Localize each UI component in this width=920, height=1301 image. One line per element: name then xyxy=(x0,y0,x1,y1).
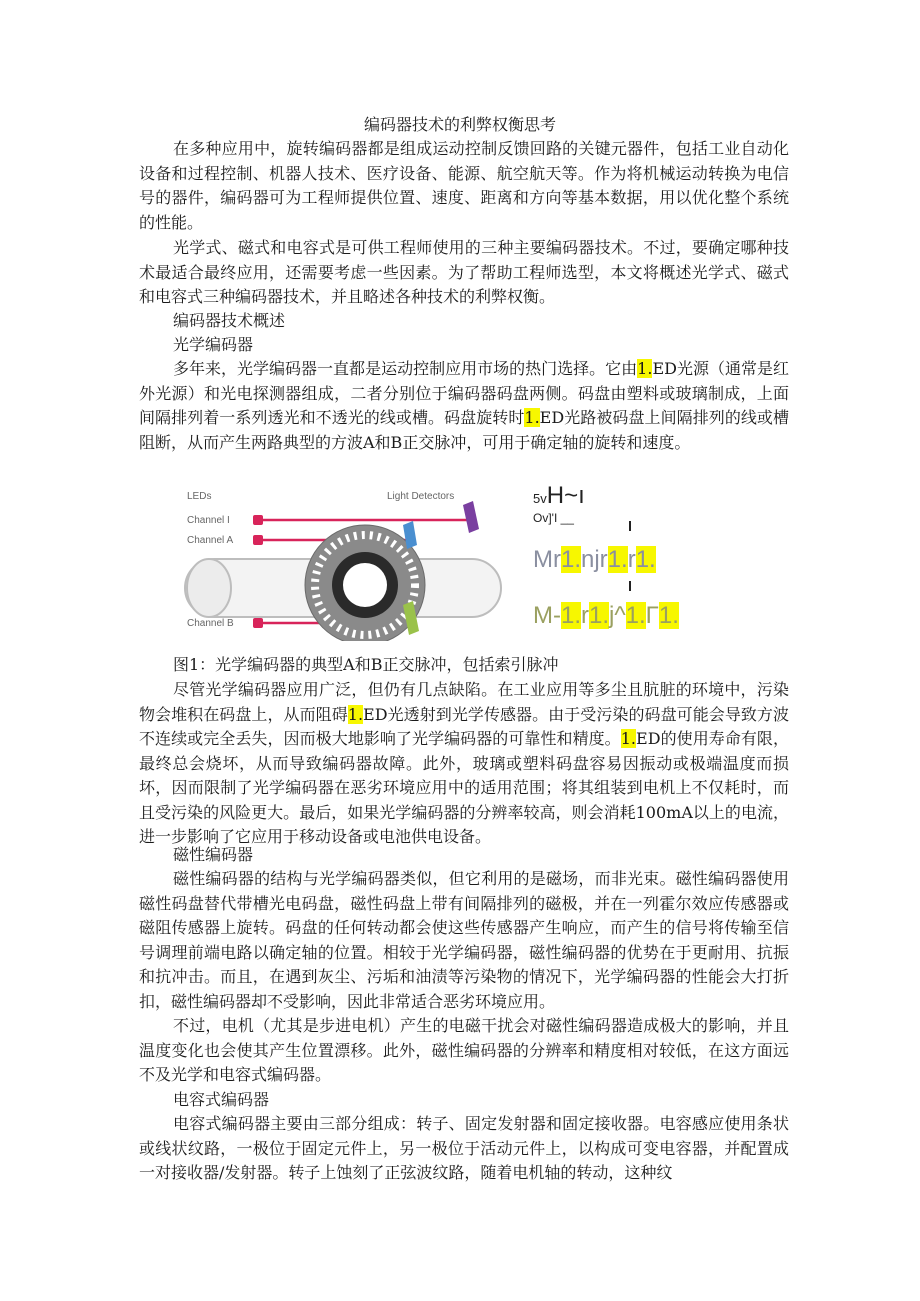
waveform-glyph: r xyxy=(627,546,636,573)
waveform-glyph: r xyxy=(581,602,589,629)
heading-capacitive: 电容式编码器 xyxy=(173,1090,270,1109)
detector-channel-i xyxy=(463,501,479,533)
paragraph-capacitive: 电容式编码器主要由三部分组成：转子、固定发射器和固定接收器。电容感应使用条状或线状纹路，一极位于固定元件上，另一极位于活动元件上，以构成可变电容器，并配置成一对接收器/发射器。转子上蚀刻了正弦波纹路，随着电机轴的转动，这种纹 xyxy=(139,1114,789,1182)
figure-caption: 图1：光学编码器的典型A和B正交脉冲，包括索引脉冲 xyxy=(173,655,559,674)
paragraph-technologies: 光学式、磁式和电容式是可供工程师使用的三种主要编码器技术。不过，要确定哪种技术最适合最终应用，还需要考虑一些因素。为了帮助工程师选型，本文将概述光学式、磁式和电容式三种编码器技术，并且略述各种技术的利弊权衡。 xyxy=(139,238,789,306)
highlight-mark: 1. xyxy=(620,729,637,748)
label-channel-a: Channel A xyxy=(187,535,234,546)
text-run: ED光透射到光学传感器。由于受污染的码盘可能会导致方波不连续或完全丢失，因而极大地影响了光学编码器的可靠性和精度。 xyxy=(139,704,789,748)
label-leds: LEDs xyxy=(187,491,212,502)
waveform-highlight: 1. xyxy=(560,602,581,629)
waveform-glyph: H~ı xyxy=(546,482,585,509)
disk-hole-shape xyxy=(343,563,387,607)
led-channel-i xyxy=(253,515,263,525)
waveform-row-3 xyxy=(533,545,656,575)
paragraph-optical xyxy=(139,357,789,455)
waveform-tick xyxy=(629,581,631,591)
paragraph-optical-drawbacks xyxy=(139,678,789,850)
highlight-mark: 1. xyxy=(347,704,364,724)
label-channel-b: Channel B xyxy=(187,618,234,629)
waveform-row-1 xyxy=(533,483,585,512)
waveform-highlight: 1. xyxy=(589,602,610,629)
heading-magnetic: 磁性编码器 xyxy=(173,845,254,864)
highlight-mark: 1. xyxy=(637,359,653,378)
waveform-row-2: Ov]'I __ xyxy=(533,511,574,525)
text-run: ED光路被码盘上间隔排列的线或槽阻断，从而产生两路典型的方波A和B正交脉冲，可用于确定轴的旋转和速度。 xyxy=(139,408,789,452)
waveform-tick xyxy=(629,521,631,531)
waveform-highlight: 1. xyxy=(625,602,646,629)
encoder-figure xyxy=(181,481,721,641)
text-run: 尽管光学编码器应用广泛，但仍有几点缺陷。在工业应用等多尘且肮脏的环境中，污染物会堆积在码盘上，从而阻碍 xyxy=(139,680,789,724)
shaft-end-shape xyxy=(187,559,231,617)
heading-overview: 编码器技术概述 xyxy=(173,311,286,330)
text-run: ED光源（通常是红外光源）和光电探测器组成，二者分别位于编码器码盘两侧。码盘由塑料或玻璃制成，上面间隔排列着一系列透光和不透光的线或槽。码盘旋转时 xyxy=(139,359,789,427)
waveform-highlight: 1. xyxy=(607,546,628,573)
led-channel-b xyxy=(253,618,263,628)
heading-optical: 光学编码器 xyxy=(173,335,254,354)
waveform-highlight: 1. xyxy=(658,602,679,629)
paragraph-magnetic-drawbacks: 不过，电机（尤其是步进电机）产生的电磁干扰会对磁性编码器造成极大的影响，并且温度变化也会使其产生位置漂移。此外，磁性编码器的分辨率和精度相对较低，在这方面远不及光学和电容式编码器。 xyxy=(139,1016,789,1084)
text-run: ED的使用寿命有限，最终总会烧坏，从而导致编码器故障。此外，玻璃或塑料码盘容易因振动或极端温度而损坏，因而限制了光学编码器在恶劣环境应用中的适用范围；将其组装到电机上不仅耗时，而且受污染的风险更大。最后，如果光学编码器的分辨率较高，则会消耗100mA以上的电流，进一步影响了它应用于移动设备或电池供电设备。 xyxy=(139,729,789,846)
waveform-highlight: 1. xyxy=(560,546,581,573)
waveform-row-4 xyxy=(533,601,679,631)
text-run: 多年来，光学编码器一直都是运动控制应用市场的热门选择。它由 xyxy=(173,359,638,378)
label-channel-i: Channel I xyxy=(187,515,230,526)
led-channel-a xyxy=(253,535,263,545)
waveform-glyph: Mr xyxy=(533,546,561,573)
waveform-highlight: 1. xyxy=(635,546,656,573)
highlight-mark: 1. xyxy=(524,408,540,427)
waveform-glyph: njr xyxy=(581,546,608,573)
document-title: 编码器技术的利弊权衡思考 xyxy=(363,115,556,134)
paragraph-intro: 在多种应用中，旋转编码器都是组成运动控制反馈回路的关键元器件，包括工业自动化设备和过程控制、机器人技术、医疗设备、能源、航空航天等。作为将机械运动转换为电信号的器件，编码器可为工程师提供位置、速度、距离和方向等基本数据，用以优化整个系统的性能。 xyxy=(139,139,789,232)
waveform-glyph: M- xyxy=(533,602,561,629)
waveform-glyph: j^ xyxy=(609,602,626,629)
paragraph-magnetic: 磁性编码器的结构与光学编码器类似，但它利用的是磁场，而非光束。磁性编码器使用磁性码盘替代带槽光电码盘，磁性码盘上带有间隔排列的磁极，并在一列霍尔效应传感器或磁阻传感器上旋转。码盘的任何转动都会使这些传感器产生响应，而产生的信号将传输至信号调理前端电路以确定轴的位置。相较于光学编码器，磁性编码器的优势在于更耐用、抗振和抗冲击。而且，在遇到灰尘、污垢和油渍等污染物的情况下，光学编码器的性能会大打折扣，磁性编码器却不受影响，因此非常适合恶劣环境应用。 xyxy=(139,869,789,1011)
label-light-detectors: Light Detectors xyxy=(387,491,455,502)
waveform-voltage-label: 5v xyxy=(533,491,547,506)
waveform-glyph: Γ xyxy=(645,602,659,629)
